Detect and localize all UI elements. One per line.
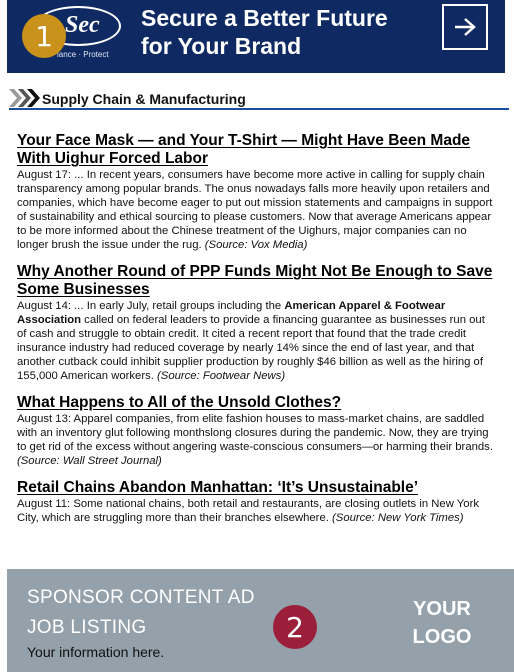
sponsor-info-text: Your information here. bbox=[27, 644, 165, 660]
sponsor-ad-block[interactable] bbox=[7, 569, 514, 672]
double-chevron-icon bbox=[9, 87, 41, 109]
article-summary-text: called on federal leaders to provide a financing guarantee as businesses run out of cash and struggle to obtain credit. It cited a recent report that found that the trade credit insurance industry had reduced coverage by nearly 14% since the end of last year, and that another cutback could inhibit supplier production by roughly $46 billion as well as the hiring of 155,000 American workers. bbox=[17, 314, 485, 382]
logo-tagline: iance · Protect bbox=[57, 50, 109, 59]
banner-headline-line2: for Your Brand bbox=[141, 33, 302, 59]
section-title: Supply Chain & Manufacturing bbox=[42, 91, 246, 107]
sponsor-logo-placeholder bbox=[407, 595, 477, 651]
article-summary bbox=[17, 497, 497, 525]
article-item bbox=[17, 394, 497, 468]
article-summary bbox=[17, 299, 497, 383]
article-title-link[interactable]: Retail Chains Abandon Manhattan: ‘It’s Unsustainable’ bbox=[17, 479, 419, 496]
article-summary-text: August 14: ... In early July, retail groups including the bbox=[17, 300, 285, 312]
article-summary-text: August 13: Apparel companies, from elite fashion houses to mass-market chains, are saddled with an inventory glut following monthslong closures during the pandemic. Now, they are trying to get rid of the excess without angering waste-conscious consumers—or harming their brands. bbox=[17, 413, 493, 453]
article-title-link[interactable]: Why Another Round of PPP Funds Might Not Be Enough to Save Some Businesses bbox=[17, 263, 493, 298]
article-source: (Source: Vox Media) bbox=[204, 239, 308, 251]
article-source: (Source: Wall Street Journal) bbox=[17, 455, 162, 467]
article-list bbox=[17, 132, 497, 536]
callout-marker-2: 2 bbox=[273, 605, 317, 649]
article-summary-text: August 11: Some national chains, both retail and restaurants, are closing outlets in New York City, which are struggling more than their branches elsewhere. bbox=[17, 498, 479, 524]
section-header bbox=[9, 86, 509, 110]
article-title-link[interactable]: What Happens to All of the Unsold Clothes? bbox=[17, 394, 342, 411]
logo-text: Sec bbox=[65, 12, 100, 38]
banner-arrow-button[interactable] bbox=[442, 4, 488, 50]
article-summary bbox=[17, 412, 497, 468]
banner-headline bbox=[141, 4, 441, 60]
banner-headline-line1: Secure a Better Future bbox=[141, 5, 388, 31]
article-summary bbox=[17, 168, 497, 252]
callout-marker-1: 1 bbox=[22, 14, 66, 58]
article-summary-emphasis: American Apparel & Footwear Association bbox=[17, 300, 446, 326]
top-banner-ad[interactable] bbox=[7, 0, 505, 73]
sponsor-logo-line1: YOUR bbox=[413, 598, 471, 620]
article-title-link[interactable]: Your Face Mask — and Your T-Shirt — Might Have Been Made With Uighur Forced Labor bbox=[17, 132, 471, 167]
job-listing-heading: JOB LISTING bbox=[27, 617, 147, 638]
sponsor-logo-line2: LOGO bbox=[412, 626, 472, 648]
article-item bbox=[17, 132, 497, 252]
article-item bbox=[17, 479, 497, 525]
article-source: (Source: Footwear News) bbox=[157, 370, 286, 382]
article-source: (Source: New York Times) bbox=[332, 512, 464, 524]
article-item bbox=[17, 263, 497, 383]
arrow-right-icon bbox=[453, 17, 477, 37]
article-summary-text: August 17: ... In recent years, consumers have become more active in calling for supply chain transparency among popular brands. The onus nowadays falls more heavily upon retailers and companies, which have become eager to put out mission statements and campaigns in support of sustainability and ethical sourcing to please customers. Now that average Americans appear to be more informed about the Chinese treatment of the Uighurs, major companies can no longer brush the issue under the rug. bbox=[17, 169, 493, 251]
sponsor-heading: SPONSOR CONTENT AD bbox=[27, 587, 255, 608]
